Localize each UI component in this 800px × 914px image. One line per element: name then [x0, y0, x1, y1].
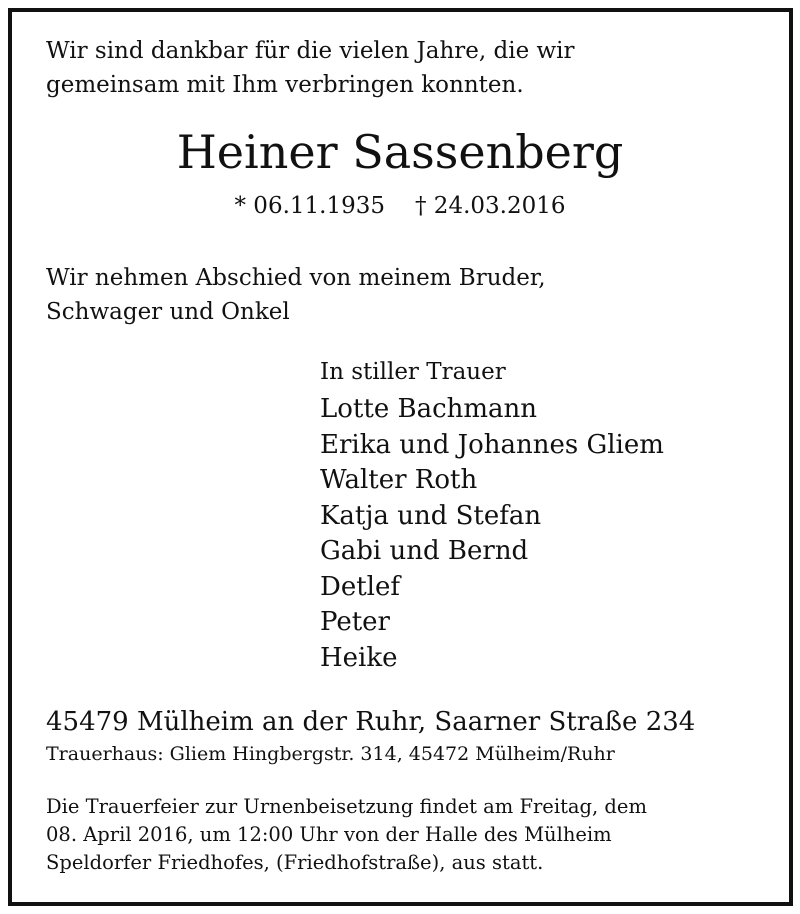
death-date: † 24.03.2016 [415, 193, 566, 219]
mourner-name: Katja und Stefan [320, 500, 542, 531]
ceremony-line: Die Trauerfeier zur Urnenbeisetzung findet am Freitag, dem [46, 795, 647, 818]
life-dates [0, 190, 800, 222]
mourner-name: Gabi und Bernd [320, 536, 529, 566]
mourner-list [320, 392, 664, 676]
intro-line: gemeinsam mit Ihm verbringen konnten. [46, 72, 524, 98]
mourner-name: Walter Roth [320, 465, 478, 495]
mourner-name: Heike [320, 642, 398, 673]
deceased-name: Heiner Sassenberg [176, 125, 624, 179]
intro-line: Wir sind dankbar für die vielen Jahre, die wir [46, 38, 575, 64]
birth-date: * 06.11.1935 [234, 193, 385, 219]
mourner-name: Detlef [320, 571, 401, 602]
mourner-name: Lotte Bachmann [320, 394, 538, 424]
mourner-name: Peter [320, 607, 390, 637]
ceremony-line: Speldorfer Friedhofes, (Friedhofstraße), aus statt. [46, 851, 544, 874]
farewell-line: Wir nehmen Abschied von meinem Bruder, [46, 265, 546, 291]
farewell-text [46, 261, 546, 329]
intro-text [46, 34, 575, 102]
farewell-line: Schwager und Onkel [46, 299, 290, 325]
mourning-heading: In stiller Trauer [320, 359, 506, 385]
family-address: 45479 Mülheim an der Ruhr, Saarner Straße 234 [46, 707, 696, 737]
ceremony-info [46, 793, 647, 877]
mourner-name: Erika und Johannes Gliem [320, 429, 664, 460]
ceremony-line: 08. April 2016, um 12:00 Uhr von der Halle des Mülheim [46, 823, 612, 846]
mourning-house-address: Trauerhaus: Gliem Hingbergstr. 314, 45472 Mülheim/Ruhr [46, 743, 615, 765]
